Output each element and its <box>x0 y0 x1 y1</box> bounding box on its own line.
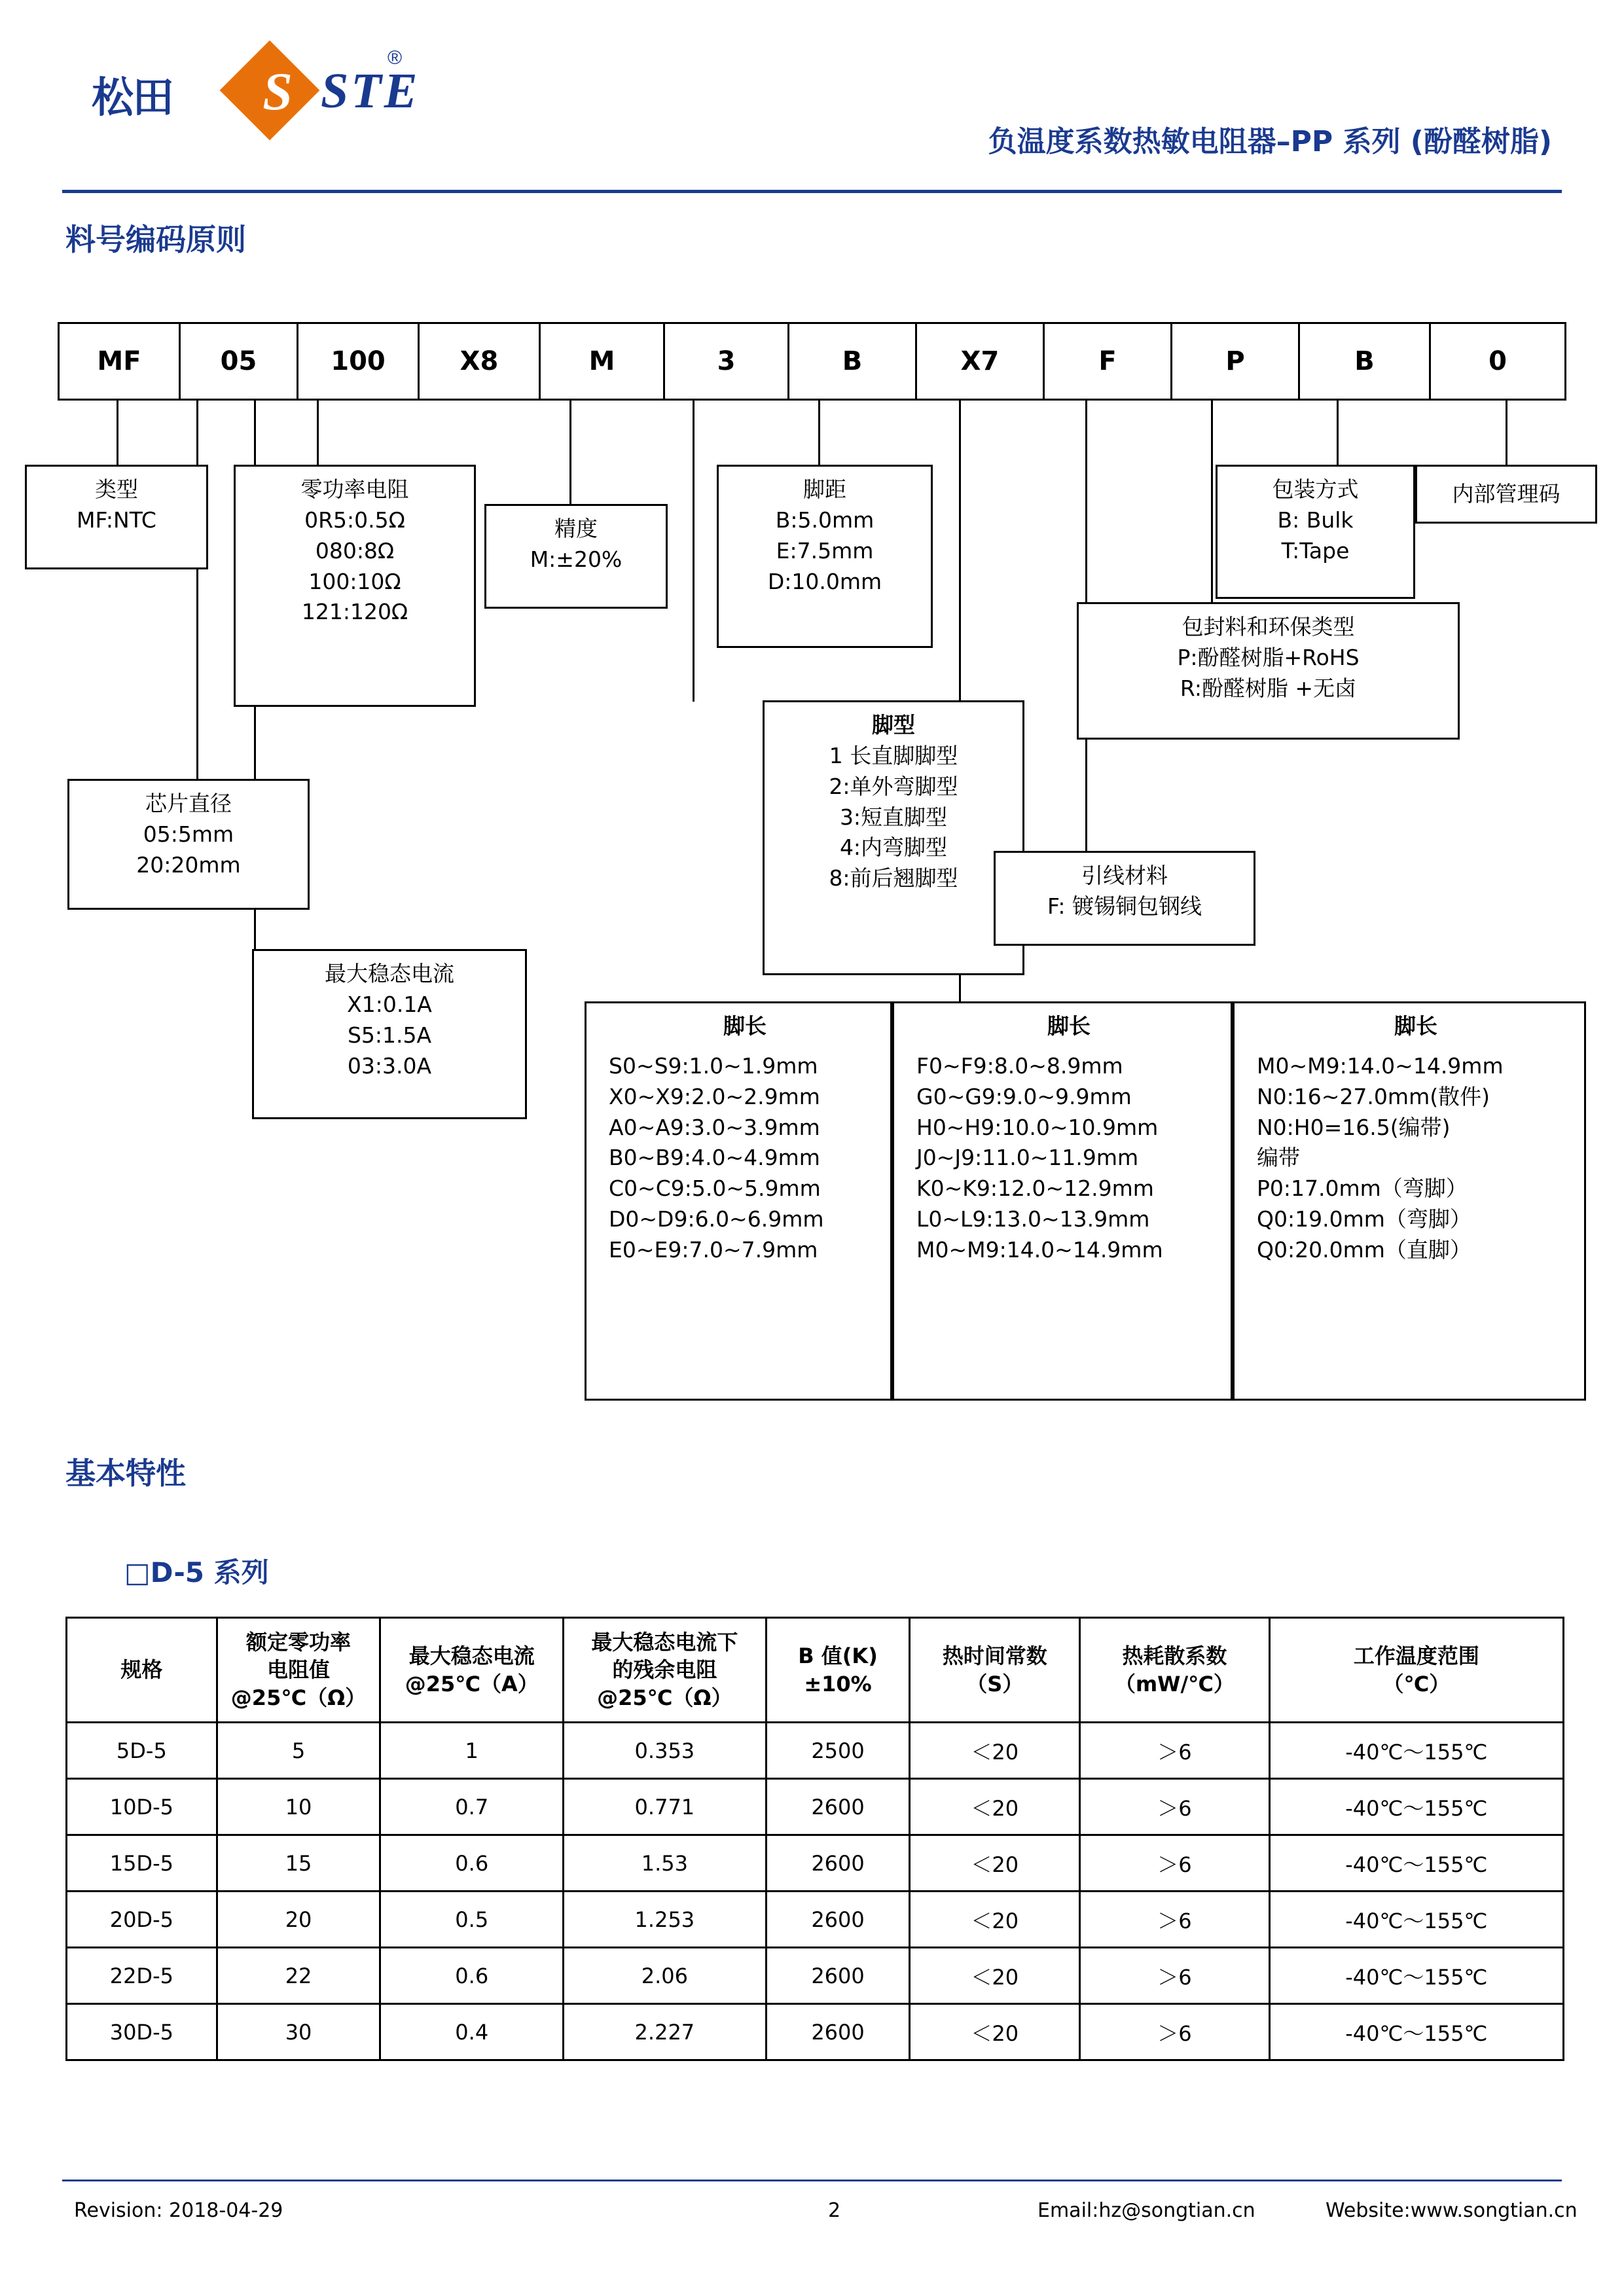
callout-encap-v1: P:酚醛树脂+RoHS <box>1177 644 1360 670</box>
company-logo <box>92 46 458 131</box>
cell-time-constant: ＜20 <box>910 1948 1080 2004</box>
cell-max-current: 1 <box>380 1723 564 1779</box>
callout-ll3-r1: N0:16~27.0mm(散件) <box>1257 1083 1490 1109</box>
leader-line-resistance <box>317 401 319 466</box>
cell-resistance: 10 <box>217 1779 380 1835</box>
callout-ll1-r6: E0~E9:7.0~7.9mm <box>609 1237 818 1263</box>
cell-resistance: 15 <box>217 1835 380 1892</box>
callout-ll2-r4: K0~K9:12.0~12.9mm <box>916 1175 1154 1202</box>
cell-time-constant: ＜20 <box>910 1723 1080 1779</box>
cell-max-current: 0.7 <box>380 1779 564 1835</box>
footer-divider <box>62 2179 1562 2181</box>
callout-ll2-title: 脚长 <box>1047 1013 1091 1039</box>
cell-resistance: 22 <box>217 1948 380 2004</box>
col-header-temp-l2: （℃） <box>1382 1671 1451 1696</box>
callout-leadtype-v4: 4:内弯脚型 <box>839 834 948 861</box>
footer-revision: Revision: 2018-04-29 <box>74 2199 283 2222</box>
leader-line-pitch <box>818 401 820 466</box>
code-cell-accuracy: M <box>541 324 665 399</box>
cell-resistance: 5 <box>217 1723 380 1779</box>
callout-accuracy-title: 精度 <box>554 516 598 541</box>
cell-dissipation: ＞6 <box>1080 1779 1270 1835</box>
callout-leadmaterial-value: F: 镀锡铜包钢线 <box>1047 893 1202 919</box>
callout-type-value: MF:NTC <box>77 507 156 533</box>
cell-dissipation: ＞6 <box>1080 1835 1270 1892</box>
callout-msc-v1: X1:0.1A <box>347 991 432 1017</box>
callout-ll3-r3: 编带 <box>1257 1145 1300 1171</box>
logo-chinese-text: 松田 <box>92 74 173 122</box>
callout-packing <box>1216 465 1415 599</box>
callout-ll3-r5: Q0:19.0mm（弯脚） <box>1257 1206 1471 1232</box>
callout-ll1-r3: B0~B9:4.0~4.9mm <box>609 1145 820 1171</box>
header-divider <box>62 190 1562 193</box>
cell-dissipation: ＞6 <box>1080 2004 1270 2060</box>
cell-spec: 10D-5 <box>67 1779 217 1835</box>
callout-internal-code <box>1415 465 1597 524</box>
cell-time-constant: ＜20 <box>910 1835 1080 1892</box>
callout-pitch-v1: B:5.0mm <box>775 507 875 533</box>
document-title: 负温度系数热敏电阻器–PP 系列 (酚醛树脂) <box>988 125 1552 158</box>
footer-website: Website:www.songtian.cn <box>1326 2199 1578 2222</box>
col-header-time-constant <box>910 1618 1080 1723</box>
col-header-max-current-l1: 最大稳态电流 <box>408 1643 535 1669</box>
cell-time-constant: ＜20 <box>910 1892 1080 1948</box>
cell-residual: 0.353 <box>564 1723 767 1779</box>
cell-residual: 2.06 <box>564 1948 767 2004</box>
cell-dissipation: ＞6 <box>1080 1892 1270 1948</box>
callout-chip-diameter <box>67 779 310 910</box>
col-header-dissipation <box>1080 1618 1270 1723</box>
leader-line-leadtype <box>693 401 695 702</box>
callout-ll3-r6: Q0:20.0mm（直脚） <box>1257 1237 1471 1263</box>
callout-packing-v1: B: Bulk <box>1277 507 1354 533</box>
callout-chip-diameter-v2: 20:20mm <box>136 852 241 878</box>
cell-time-constant: ＜20 <box>910 2004 1080 2060</box>
callout-msc-v3: 03:3.0A <box>347 1052 432 1079</box>
callout-encap-title: 包封料和环保类型 <box>1182 614 1355 639</box>
table-row <box>67 2004 1564 2060</box>
col-header-temp-range <box>1269 1618 1563 1723</box>
page-footer <box>62 2199 1578 2238</box>
cell-residual: 1.53 <box>564 1835 767 1892</box>
callout-ll2-r0: F0~F9:8.0~8.9mm <box>916 1052 1123 1079</box>
cell-b-value: 2600 <box>766 1835 910 1892</box>
cell-max-current: 0.4 <box>380 2004 564 2060</box>
cell-b-value: 2500 <box>766 1723 910 1779</box>
leader-line-diameter <box>196 401 198 780</box>
callout-zero-power-resistance <box>234 465 476 707</box>
col-header-resistance <box>217 1618 380 1723</box>
cell-residual: 2.227 <box>564 2004 767 2060</box>
callout-chip-diameter-v1: 05:5mm <box>143 821 234 847</box>
table-row <box>67 1779 1564 1835</box>
table-row <box>67 1892 1564 1948</box>
callout-ll1-r5: D0~D9:6.0~6.9mm <box>609 1206 824 1232</box>
logo-ste-text: STE <box>321 63 420 118</box>
part-number-code-row <box>58 322 1566 401</box>
callout-accuracy <box>484 504 668 609</box>
callout-lead-length-3 <box>1233 1001 1586 1401</box>
code-cell-diameter: 05 <box>181 324 298 399</box>
code-cell-internal: 0 <box>1489 346 1507 376</box>
callout-pitch-v2: E:7.5mm <box>776 537 874 564</box>
callout-packing-title: 包装方式 <box>1272 476 1359 502</box>
callout-ll1-r0: S0~S9:1.0~1.9mm <box>609 1052 818 1079</box>
cell-temp-range: -40℃～155℃ <box>1269 1892 1563 1948</box>
col-header-resistance-l3: @25℃（Ω） <box>230 1685 367 1710</box>
callout-msc-v2: S5:1.5A <box>347 1022 432 1048</box>
callout-encap-v2: R:酚醛树脂 +无卤 <box>1180 675 1357 701</box>
cell-temp-range: -40℃～155℃ <box>1269 1835 1563 1892</box>
section-title-coding: 料号编码原则 <box>65 222 246 257</box>
col-header-b-l2: ±10% <box>804 1671 872 1696</box>
callout-ll1-title: 脚长 <box>723 1013 767 1039</box>
callout-ll1-r1: X0~X9:2.0~2.9mm <box>609 1083 820 1109</box>
callout-lead-length-2 <box>892 1001 1233 1401</box>
col-header-spec <box>67 1618 217 1723</box>
footer-page-number: 2 <box>828 2199 841 2222</box>
cell-b-value: 2600 <box>766 2004 910 2060</box>
callout-leadtype-v5: 8:前后翘脚型 <box>829 865 958 891</box>
cell-time-constant: ＜20 <box>910 1779 1080 1835</box>
callout-leadmaterial-title: 引线材料 <box>1081 863 1168 888</box>
callout-ll1-r4: C0~C9:5.0~5.9mm <box>609 1175 821 1202</box>
cell-residual: 1.253 <box>564 1892 767 1948</box>
col-header-resistance-l1: 额定零功率 <box>246 1630 352 1655</box>
cell-spec: 22D-5 <box>67 1948 217 2004</box>
callout-ll3-r4: P0:17.0mm（弯脚） <box>1257 1175 1468 1202</box>
cell-b-value: 2600 <box>766 1892 910 1948</box>
code-cell-lead-length: X7 <box>917 324 1045 399</box>
callout-encapsulation <box>1077 602 1460 740</box>
callout-ll1-r2: A0~A9:3.0~3.9mm <box>609 1114 820 1140</box>
col-header-spec-text: 规格 <box>120 1657 163 1683</box>
col-header-residual-l3: @25℃（Ω） <box>597 1685 732 1710</box>
col-header-b-value <box>766 1618 910 1723</box>
code-cell-type: MF <box>60 324 181 399</box>
registered-trademark-icon: ® <box>388 47 403 69</box>
col-header-tc-l2: （S） <box>966 1671 1024 1696</box>
code-cell-lead-type: 3 <box>665 324 789 399</box>
cell-resistance: 20 <box>217 1892 380 1948</box>
callout-ll2-r6: M0~M9:14.0~14.9mm <box>916 1237 1163 1263</box>
col-header-diss-l2: （mW/℃） <box>1114 1671 1235 1696</box>
table-row <box>67 1723 1564 1779</box>
callout-zpr-v3: 100:10Ω <box>308 568 401 594</box>
callout-leadtype-v1: 1 长直脚脚型 <box>829 742 958 768</box>
table-header-row <box>67 1618 1564 1723</box>
cell-b-value: 2600 <box>766 1779 910 1835</box>
col-header-temp-l1: 工作温度范围 <box>1353 1643 1479 1669</box>
footer-email: Email:hz@songtian.cn <box>1038 2199 1255 2222</box>
cell-spec: 15D-5 <box>67 1835 217 1892</box>
cell-temp-range: -40℃～155℃ <box>1269 2004 1563 2060</box>
callout-lead-length-1 <box>585 1001 892 1401</box>
callout-zpr-v1: 0R5:0.5Ω <box>304 507 405 533</box>
callout-ll3-r2: N0:H0=16.5(编带) <box>1257 1114 1451 1140</box>
cell-spec: 30D-5 <box>67 2004 217 2060</box>
cell-max-current: 0.5 <box>380 1892 564 1948</box>
callout-max-steady-current <box>252 949 527 1119</box>
leader-line-encapsulation <box>1211 401 1213 603</box>
callout-pitch-title: 脚距 <box>803 476 846 502</box>
callout-accuracy-value: M:±20% <box>530 546 623 572</box>
code-cell-encapsulation: P <box>1172 324 1300 399</box>
logo-s-letter: S <box>262 62 293 121</box>
leader-line-internal <box>1506 401 1507 466</box>
code-cell-current: X8 <box>420 324 541 399</box>
callout-type <box>25 465 208 569</box>
col-header-max-current <box>380 1618 564 1723</box>
cell-spec: 20D-5 <box>67 1892 217 1948</box>
callout-internal-code-title: 内部管理码 <box>1452 480 1561 507</box>
code-cell-lead-material: F <box>1045 324 1172 399</box>
cell-dissipation: ＞6 <box>1080 1723 1270 1779</box>
callout-ll2-r2: H0~H9:10.0~10.9mm <box>916 1114 1159 1140</box>
code-cell-pitch: B <box>789 324 917 399</box>
cell-dissipation: ＞6 <box>1080 1948 1270 2004</box>
callout-pitch-v3: D:10.0mm <box>767 568 882 594</box>
callout-zpr-v4: 121:120Ω <box>301 599 408 625</box>
col-header-max-current-l2: @25℃（A） <box>405 1671 539 1696</box>
cell-residual: 0.771 <box>564 1779 767 1835</box>
col-header-residual-l2: 的残余电阻 <box>612 1657 717 1683</box>
callout-packing-v2: T:Tape <box>1281 537 1350 564</box>
leader-line-accuracy <box>569 401 571 505</box>
page-header <box>0 0 1624 164</box>
callout-type-title: 类型 <box>95 476 138 502</box>
col-header-tc-l1: 热时间常数 <box>942 1643 1047 1669</box>
callout-ll2-r3: J0~J9:11.0~11.9mm <box>916 1145 1139 1171</box>
callout-ll2-r5: L0~L9:13.0~13.9mm <box>916 1206 1150 1232</box>
cell-temp-range: -40℃～155℃ <box>1269 1948 1563 2004</box>
callout-leadtype-v3: 3:短直脚型 <box>839 804 948 830</box>
callout-lead-type <box>763 700 1024 975</box>
callout-ll2-r1: G0~G9:9.0~9.9mm <box>916 1083 1132 1109</box>
spec-table <box>65 1617 1564 2061</box>
callout-leadtype-title: 脚型 <box>872 712 915 738</box>
code-cell-packing: B <box>1300 324 1431 399</box>
callout-pitch <box>717 465 933 648</box>
cell-b-value: 2600 <box>766 1948 910 2004</box>
col-header-b-l1: B 值(K) <box>798 1643 878 1669</box>
callout-zpr-title: 零功率电阻 <box>300 476 409 502</box>
table-row <box>67 1835 1564 1892</box>
subsection-title-series: □D-5 系列 <box>124 1556 269 1588</box>
callout-ll3-r0: M0~M9:14.0~14.9mm <box>1257 1052 1504 1079</box>
cell-resistance: 30 <box>217 2004 380 2060</box>
cell-temp-range: -40℃～155℃ <box>1269 1779 1563 1835</box>
table-row <box>67 1948 1564 2004</box>
col-header-diss-l1: 热耗散系数 <box>1122 1643 1227 1669</box>
callout-ll3-title: 脚长 <box>1394 1013 1437 1039</box>
col-header-resistance-l2: 电阻值 <box>267 1657 331 1683</box>
cell-temp-range: -40℃～155℃ <box>1269 1723 1563 1779</box>
code-cell-resistance: 100 <box>298 324 420 399</box>
cell-max-current: 0.6 <box>380 1948 564 2004</box>
leader-line-packing <box>1337 401 1339 466</box>
section-title-basic: 基本特性 <box>65 1456 186 1491</box>
callout-zpr-v2: 080:8Ω <box>315 537 395 564</box>
callout-msc-title: 最大稳态电流 <box>325 961 454 986</box>
leader-line-type <box>117 401 118 466</box>
callout-leadtype-v2: 2:单外弯脚型 <box>829 773 958 799</box>
col-header-residual-resistance <box>564 1618 767 1723</box>
cell-max-current: 0.6 <box>380 1835 564 1892</box>
callout-lead-material <box>994 851 1255 946</box>
cell-spec: 5D-5 <box>67 1723 217 1779</box>
col-header-residual-l1: 最大稳态电流下 <box>591 1630 738 1655</box>
callout-chip-diameter-title: 芯片直径 <box>145 791 232 816</box>
